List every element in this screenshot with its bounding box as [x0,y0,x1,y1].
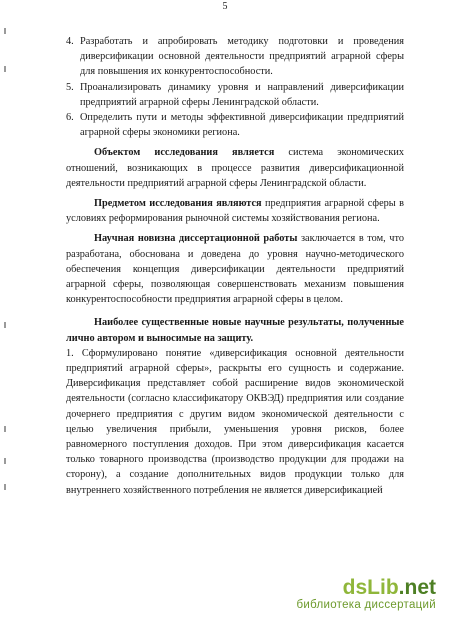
object-text: система экономических отношений, возникающих в процессе развития диверсификационной деятельности предприятий аграрной сферы Ленинградской области. [66,147,404,189]
scan-margin-mark [4,426,6,432]
watermark-brand-part2: .net [398,576,436,599]
novelty-text: заключается в том, что разработана, обоснована и доведена до уровня научно-методического обеспечения концепция диверсификации деятельности предприятий аграрной сферы, позволяющая совершенствовать механизм повышения конкурентоспособности предприятия аграрной сферы в целом. [66,233,404,306]
novelty-heading: Научная новизна диссертационной работы [94,233,298,245]
list-item [66,80,404,110]
list-item-number: 5. [66,81,74,93]
results-heading [66,315,404,345]
novelty-paragraph [66,231,404,307]
results-heading-text: Наиболее существенные новые научные результаты, полученные лично автором и выносимые на защиту. [66,317,404,344]
page-number: 5 [222,1,228,12]
document-body [66,34,404,498]
list-item [66,34,404,80]
scan-margin-mark [4,66,6,72]
spacer [66,307,404,315]
scan-margin-mark [4,322,6,328]
scan-margin-mark [4,458,6,464]
scan-margin-mark [4,28,6,34]
list-item-number: 4. [66,36,74,47]
watermark-logo [296,577,436,612]
object-paragraph [66,145,404,191]
subject-heading: Предметом исследования являются [94,198,262,210]
list-item [66,110,404,140]
list-item-number: 6. [66,112,74,124]
list-item-text: Проанализировать динамику уровня и направлений диверсификации предприятий аграрной сферы Ленинградской области. [80,81,404,108]
watermark-brand [296,577,436,599]
subject-paragraph [66,196,404,226]
scan-margin-mark [4,484,6,490]
list-item-text: Определить пути и методы эффективной диверсификации предприятий аграрной сферы экономики региона. [80,112,404,139]
object-heading: Объектом исследования является [94,147,275,159]
list-item-text: Разработать и апробировать методику подготовки и проведения диверсификации основной деятельности предприятий аграрной сферы для повышения их конкурентоспособности. [80,36,404,78]
results-item-1: 1. Сформулировано понятие «диверсификация основной деятельности предприятий аграрной сферы», раскрыты его сущность и содержание. Диверсификация представляет собой расширение видов экономической деятельности (согласно классификатору ОКВЭД) предприятия или создание дочернего предприятия с другим видом экономической деятельности с целью увеличения прибыли, уменьшения уровня рисков, более равномерного поступления доходов. При этом диверсификация касается только товарного производства (производство продукции для продажи на сторону), а создание дополнительных видов продукции только для внутреннего хозяйственного потребления не является диверсификацией [66,347,404,496]
subject-text: предприятия аграрной сферы в условиях реформирования рыночной системы хозяйствования региона. [66,198,404,225]
watermark-brand-part1: dsLib [342,576,399,599]
watermark-caption: библиотека диссертаций [296,599,436,611]
